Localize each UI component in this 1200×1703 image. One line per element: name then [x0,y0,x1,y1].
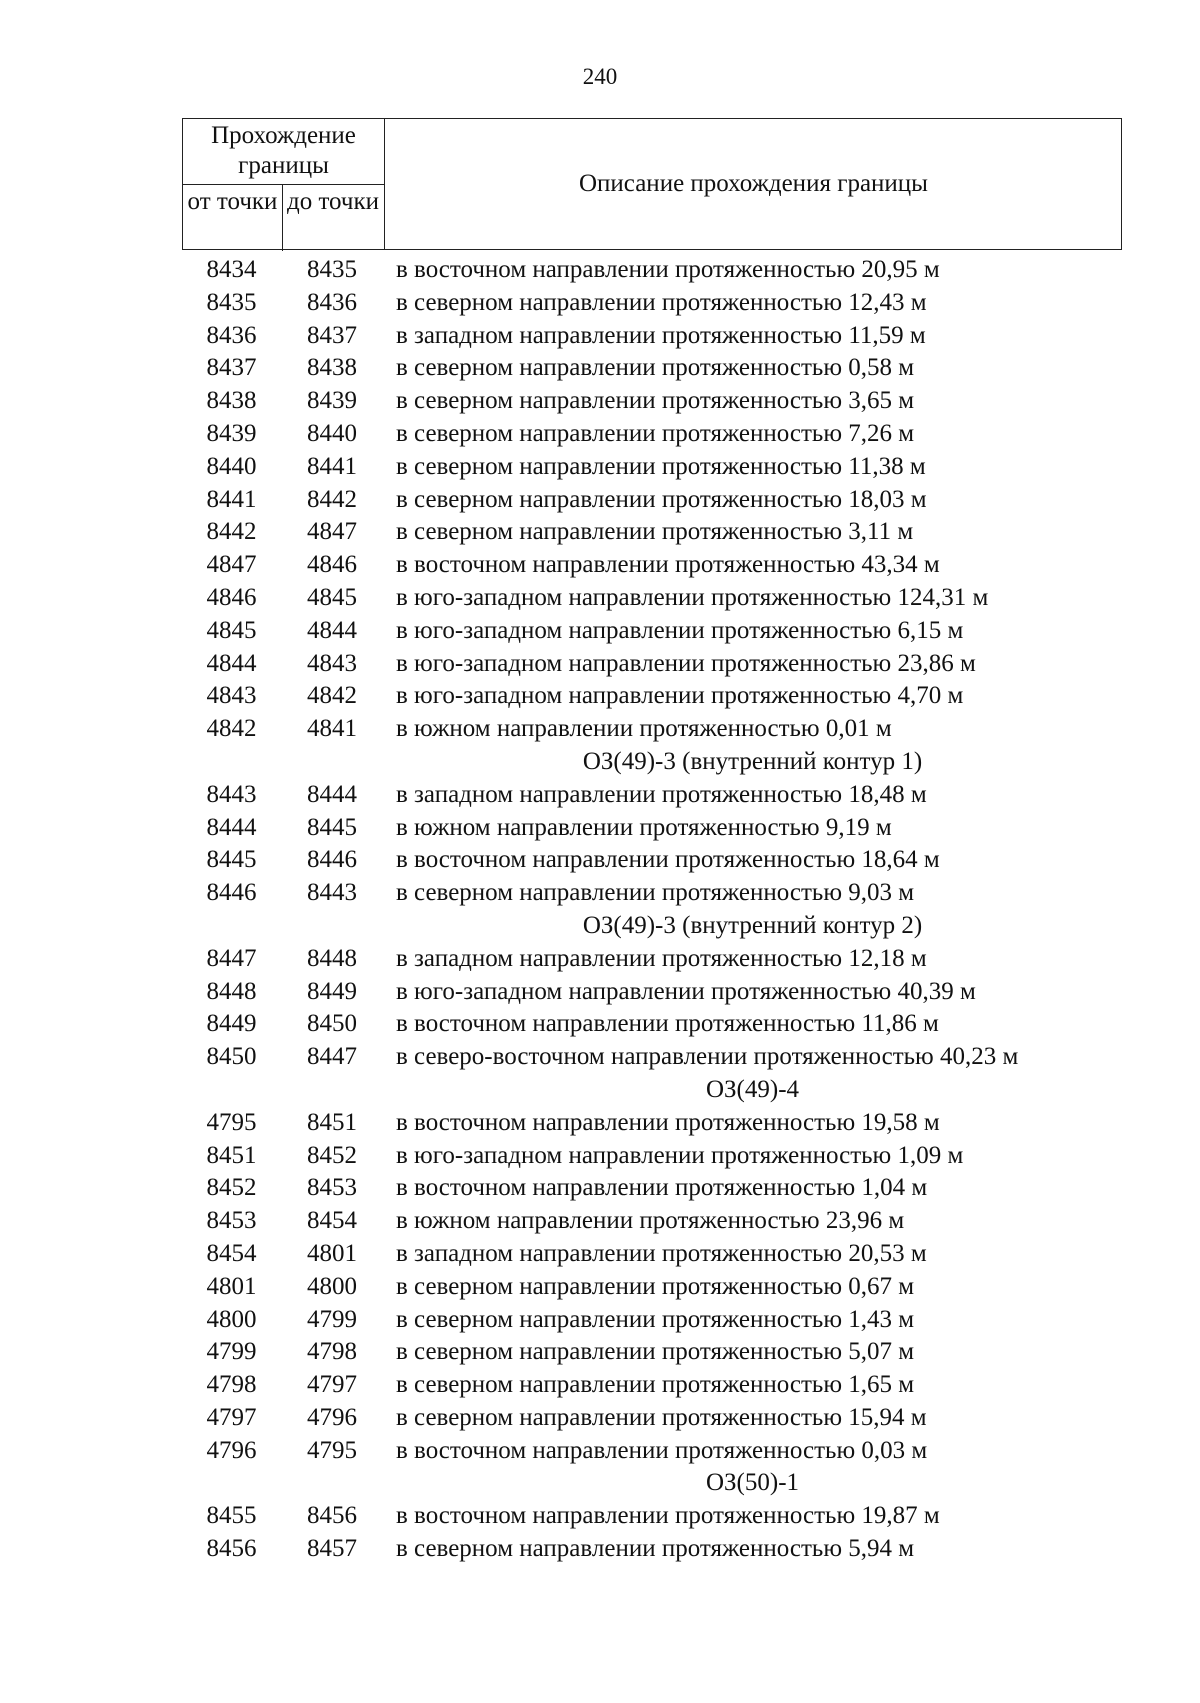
boundary-description: в северном направлении протяженностью 1,65 м [396,1371,915,1399]
from-point: 8434 [206,256,257,283]
table-row [182,1041,1122,1074]
table-row [182,844,1122,877]
table-row [182,320,1122,353]
boundary-description: в северном направлении протяженностью 5,94 м [396,1535,915,1563]
to-point: 8457 [307,1535,357,1563]
table-row [182,451,1122,484]
table-row [182,943,1122,976]
table-row [182,1008,1122,1041]
from-point: 4842 [206,715,257,743]
from-point: 4799 [206,1338,257,1366]
to-point: 4797 [307,1371,357,1399]
boundary-description: в восточном направлении протяженностью 19,87 м [396,1502,940,1530]
from-point: 4801 [206,1272,257,1300]
to-point: 4800 [307,1272,357,1300]
header-divider-group [183,184,384,185]
table-row [182,1435,1122,1468]
boundary-description: в юго-западном направлении протяженностью 6,15 м [396,616,964,644]
to-point: 4801 [307,1239,357,1267]
section-title: ОЗ(50)-1 [705,1469,800,1497]
from-point: 8441 [206,485,257,513]
to-point: 8451 [307,1108,357,1136]
table-row [182,516,1122,549]
section-title: ОЗ(49)-3 (внутренний контур 2) [582,911,923,939]
from-point: 8451 [206,1141,257,1169]
to-point: 4845 [307,583,357,611]
from-point: 8438 [206,387,257,415]
to-point: 8453 [307,1174,357,1202]
header-from-label: от точки [187,188,278,215]
from-point: 4797 [206,1403,257,1431]
boundary-description: в северном направлении протяженностью 15,94 м [396,1403,927,1431]
to-point: 8442 [307,485,357,513]
section-heading-row [182,1467,1122,1500]
to-point: 8448 [307,944,357,972]
to-point: 8441 [307,452,357,480]
boundary-description: в восточном направлении протяженностью 43,34 м [396,551,940,579]
from-point: 8450 [206,1043,257,1071]
from-point: 8455 [206,1502,257,1530]
table-row [182,1336,1122,1369]
from-point: 8435 [206,288,257,316]
table-row [182,484,1122,517]
to-point: 8438 [307,354,357,382]
to-point: 8450 [307,1010,357,1038]
boundary-description: в северном направлении протяженностью 5,07 м [396,1338,915,1366]
boundary-description: в южном направлении протяженностью 9,19 м [396,813,892,841]
to-point: 4844 [307,616,357,644]
from-point: 4800 [206,1305,257,1333]
table-header [182,118,1122,250]
boundary-description: в восточном направлении протяженностью 19,58 м [396,1108,940,1136]
to-point: 4799 [307,1305,357,1333]
boundary-description: в восточном направлении протяженностью 0,03 м [396,1436,928,1464]
from-point: 8456 [206,1535,257,1563]
to-point: 4847 [307,518,357,546]
to-point: 4841 [307,715,357,743]
table-row [182,1172,1122,1205]
from-point: 4845 [206,616,257,644]
from-point: 8440 [206,452,257,480]
table-row [182,1533,1122,1566]
table-row [182,615,1122,648]
table-row [182,254,1122,287]
boundary-description: в южном направлении протяженностью 0,01 м [396,715,892,743]
boundary-description: в юго-западном направлении протяженностью 1,09 м [396,1141,964,1169]
table-row [182,877,1122,910]
boundary-description: в западном направлении протяженностью 12,18 м [396,944,927,972]
boundary-description: в северном направлении протяженностью 3,65 м [396,387,915,415]
table-row [182,1402,1122,1435]
to-point: 4798 [307,1338,357,1366]
header-group-label: Прохождение границы [211,122,356,179]
to-point: 8444 [307,780,357,808]
from-point: 4844 [206,649,257,677]
table-row [182,1271,1122,1304]
boundary-description: в северном направлении протяженностью 0,58 м [396,354,915,382]
from-point: 8447 [206,944,257,972]
from-point: 8453 [206,1207,257,1235]
boundary-description: в северном направлении протяженностью 18,03 м [396,485,927,513]
from-point: 4796 [206,1436,257,1464]
page-number: 240 [582,64,618,89]
boundary-description: в северном направлении протяженностью 3,11 м [396,518,914,546]
header-description-label: Описание прохождения границы [579,170,928,197]
boundary-description: в северо-восточном направлении протяженностью 40,23 м [396,1043,1019,1071]
table-row [182,1304,1122,1337]
section-heading-row [182,746,1122,779]
boundary-description: в северном направлении протяженностью 0,67 м [396,1272,915,1300]
to-point: 8454 [307,1207,357,1235]
section-title: ОЗ(49)-3 (внутренний контур 1) [582,747,923,775]
to-point: 8446 [307,846,357,874]
boundary-description: в северном направлении протяженностью 1,43 м [396,1305,915,1333]
from-point: 8454 [206,1239,257,1267]
to-point: 4843 [307,649,357,677]
to-point: 8452 [307,1141,357,1169]
to-point: 8436 [307,288,357,316]
from-point: 4795 [206,1108,257,1136]
section-heading-row [182,910,1122,943]
from-point: 8448 [206,977,257,1005]
boundary-description: в восточном направлении протяженностью 18,64 м [396,846,940,874]
from-point: 4846 [206,583,257,611]
table-row [182,287,1122,320]
to-point: 8440 [307,419,357,447]
boundary-description: в юго-западном направлении протяженностью 23,86 м [396,649,976,677]
to-point: 8439 [307,387,357,415]
table-row [182,1238,1122,1271]
boundary-description: в восточном направлении протяженностью 20,95 м [396,256,940,283]
to-point: 8435 [307,256,357,283]
table-row [182,976,1122,1009]
from-point: 4847 [206,551,257,579]
from-point: 8439 [206,419,257,447]
boundary-description: в северном направлении протяженностью 9,03 м [396,879,915,907]
boundary-description: в западном направлении протяженностью 11,59 м [396,321,926,349]
boundary-description: в северном направлении протяженностью 11,38 м [396,452,926,480]
boundary-description: в северном направлении протяженностью 12,43 м [396,288,927,316]
to-point: 8445 [307,813,357,841]
boundary-description: в восточном направлении протяженностью 11,86 м [396,1010,939,1038]
to-point: 8443 [307,879,357,907]
from-point: 8442 [206,518,257,546]
to-point: 4846 [307,551,357,579]
section-heading-row [182,1074,1122,1107]
table-row [182,352,1122,385]
table-row [182,680,1122,713]
from-point: 8436 [206,321,257,349]
table-row [182,779,1122,812]
section-title: ОЗ(49)-4 [705,1075,800,1103]
table-row [182,1500,1122,1533]
table-row [182,385,1122,418]
from-point: 8452 [206,1174,257,1202]
from-point: 8437 [206,354,257,382]
to-point: 4795 [307,1436,357,1464]
boundary-description: в восточном направлении протяженностью 1,04 м [396,1174,928,1202]
boundary-description: в северном направлении протяженностью 7,26 м [396,419,915,447]
table-row [182,549,1122,582]
boundary-description: в южном направлении протяженностью 23,96 м [396,1207,905,1235]
boundary-description: в западном направлении протяженностью 18,48 м [396,780,927,808]
boundary-description: в юго-западном направлении протяженностью 124,31 м [396,583,989,611]
table-row [182,1107,1122,1140]
boundary-description: в западном направлении протяженностью 20,53 м [396,1239,927,1267]
to-point: 8447 [307,1043,357,1071]
to-point: 4796 [307,1403,357,1431]
boundary-table-body [182,254,1122,1566]
table-row [182,582,1122,615]
boundary-description: в юго-западном направлении протяженностью 40,39 м [396,977,976,1005]
to-point: 4842 [307,682,357,710]
boundary-description: в юго-западном направлении протяженностью 4,70 м [396,682,964,710]
table-row [182,418,1122,451]
from-point: 8445 [206,846,257,874]
table-row [182,648,1122,681]
to-point: 8456 [307,1502,357,1530]
table-row [182,713,1122,746]
table-row [182,1140,1122,1173]
from-point: 4798 [206,1371,257,1399]
to-point: 8449 [307,977,357,1005]
table-row [182,812,1122,845]
from-point: 8444 [206,813,257,841]
table-row [182,1369,1122,1402]
to-point: 8437 [307,321,357,349]
from-point: 8449 [206,1010,257,1038]
from-point: 8446 [206,879,257,907]
table-row [182,1205,1122,1238]
from-point: 4843 [206,682,257,710]
header-to-label: до точки [286,188,380,215]
from-point: 8443 [206,780,257,808]
